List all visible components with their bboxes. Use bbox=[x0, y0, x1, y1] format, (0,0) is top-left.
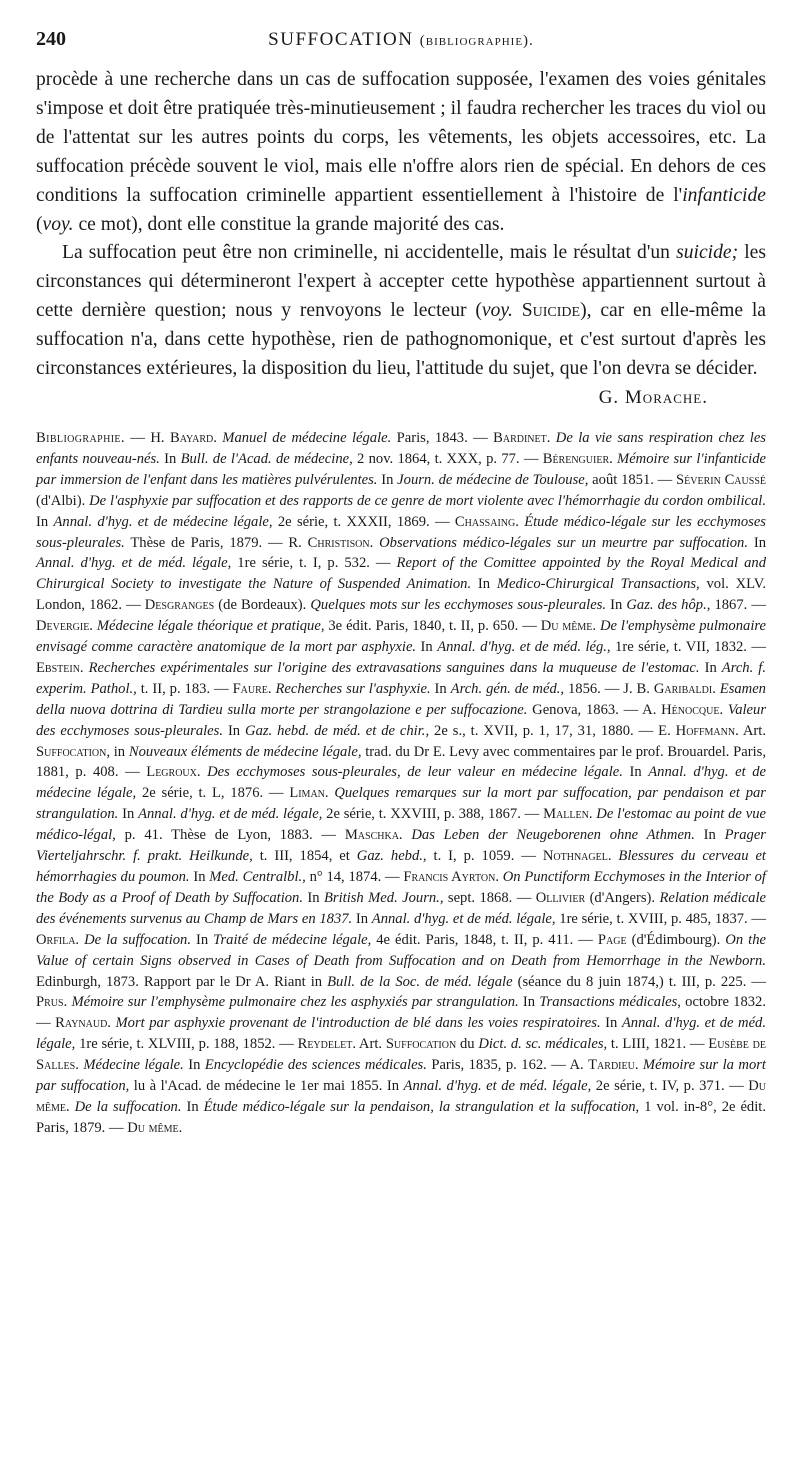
biblio-text: In bbox=[377, 471, 398, 488]
biblio-author: Hénocque. bbox=[661, 701, 724, 718]
biblio-text: In bbox=[416, 639, 438, 656]
biblio-author: Prus. bbox=[36, 994, 68, 1011]
biblio-author: Ebstein. bbox=[36, 659, 84, 676]
biblio-title: Annal. d'hyg. et de méd. légale, bbox=[371, 910, 556, 927]
italic-run: suicide; bbox=[676, 242, 739, 264]
biblio-author: Garibaldi. bbox=[653, 680, 716, 697]
biblio-title: Bull. de l'Acad. de médecine, bbox=[180, 450, 353, 467]
biblio-text: Edinburgh, 1873. Rapport par le Dr A. Riant in bbox=[36, 973, 328, 990]
biblio-text: In bbox=[694, 827, 725, 844]
biblio-text: (d'Albi). bbox=[36, 492, 90, 509]
biblio-title: Étude médico-légale sur la pendaison, la strangulation et la suffocation, bbox=[203, 1098, 640, 1115]
biblio-title: Gaz. hebd. de méd. et de chir., bbox=[245, 722, 430, 739]
running-head-subtitle: (bibliographie). bbox=[419, 33, 534, 49]
biblio-text: vol. XLV. London, 1862. — bbox=[36, 576, 766, 614]
biblio-text: lu à l'Acad. de médecine le 1er mai 1855. In bbox=[129, 1078, 404, 1095]
biblio-text: In bbox=[699, 659, 722, 676]
biblio-text: trad. du Dr E. Levy avec commentaires par le prof. Brouardel. Paris, 1881, p. 408. — bbox=[36, 743, 767, 781]
biblio-title: Relation médicale des événements survenus au Champ de Mars en 1837. bbox=[36, 889, 766, 927]
biblio-title: Esamen della nuova dottrina di Tardieu sulla morte per strangolazione e per suffocazione. bbox=[36, 680, 766, 718]
biblio-author: Raynaud. bbox=[55, 1015, 111, 1032]
bibliography-heading: Bibliographie. bbox=[36, 429, 125, 446]
biblio-text: In bbox=[189, 869, 210, 885]
biblio-title: De l'asphyxie par suffocation et des rapports de ce genre de mort violente avec l'hémorrhagie du cordon ombilical. bbox=[89, 492, 767, 509]
biblio-text: In bbox=[223, 722, 246, 739]
biblio-text: t. LIII, 1821. — bbox=[607, 1036, 709, 1053]
biblio-text: 1867. — bbox=[710, 597, 766, 614]
page-header bbox=[36, 28, 766, 62]
biblio-title: De l'estomac au point de vue médico-légal, bbox=[36, 806, 766, 844]
text-run: ), car en elle-même la suffocation n'a, dans cette hypothèse, rien de pathognomonique, et c'est surtout d'après les circonstances extérieures, la disposition du lieu, l'attitude du sujet, que l'on devra se décider. bbox=[36, 300, 767, 380]
biblio-title: Arch. f. experim. Pathol., bbox=[36, 659, 766, 697]
biblio-text: p. 41. Thèse de Lyon, 1883. — bbox=[115, 827, 345, 844]
biblio-text: In bbox=[159, 450, 181, 467]
biblio-author: Séverin Caussé bbox=[676, 471, 766, 488]
biblio-title: Mémoire sur l'emphysème pulmonaire chez les asphyxiés par strangulation. bbox=[67, 994, 519, 1011]
biblio-author: Nothnagel. bbox=[542, 848, 612, 865]
biblio-text: 1re série, t. I, p. 532. — bbox=[231, 555, 397, 572]
biblio-text: t. III, 1854, et bbox=[252, 848, 357, 865]
biblio-title: Des ecchymoses sous-pleurales, de leur valeur en médecine légale. bbox=[200, 764, 623, 781]
biblio-text: (d'Angers). bbox=[585, 889, 660, 906]
text-run: ( bbox=[36, 213, 43, 235]
biblio-text: In bbox=[606, 597, 627, 614]
biblio-author: Devergie. bbox=[36, 618, 93, 635]
biblio-text: In bbox=[748, 534, 766, 551]
biblio-title: Annal. d'hyg. et de méd. légale, bbox=[138, 806, 323, 823]
biblio-author: Bardinet. bbox=[493, 429, 551, 446]
bibliography bbox=[36, 428, 766, 1139]
biblio-author: Legroux. bbox=[146, 764, 201, 781]
biblio-author: Tardieu. bbox=[588, 1057, 639, 1074]
biblio-text: 1re série, t. XVIII, p. 485, 1837. — bbox=[555, 910, 766, 927]
text-run: les circonstances qui détermineront l'expert à accepter cette hypothèse appartiennent surtout à cette dernière question; nous y renvoyons le lecteur ( bbox=[36, 242, 766, 322]
biblio-title: Prager Vierteljahrschr. f. prakt. Heilkunde, bbox=[36, 827, 766, 865]
biblio-title: Gaz. hebd., bbox=[356, 848, 427, 865]
biblio-title: Médecine légale théorique et pratique, bbox=[92, 618, 325, 635]
biblio-text: In bbox=[181, 1098, 204, 1115]
biblio-text: 2e série, t. L, 1876. — bbox=[136, 785, 290, 802]
biblio-author: Suffocation bbox=[385, 1036, 457, 1053]
biblio-title: Mémoire sur la mort par suffocation, bbox=[36, 1057, 766, 1095]
biblio-text: 2e série, t. XXXII, 1869. — bbox=[272, 513, 455, 530]
biblio-text: Art. bbox=[738, 722, 766, 739]
biblio-text: 2 nov. 1864, t. XXX, p. 77. — bbox=[352, 450, 543, 467]
biblio-author: Suffocation, bbox=[36, 743, 110, 760]
biblio-title: Nouveaux éléments de médecine légale, bbox=[128, 743, 362, 760]
biblio-text: In bbox=[36, 513, 54, 530]
biblio-author: Du même. bbox=[127, 1119, 183, 1136]
italic-run: voy. bbox=[481, 300, 513, 322]
biblio-author: Maschka. bbox=[344, 827, 403, 844]
biblio-text: du bbox=[456, 1036, 479, 1053]
biblio-title: Blessures du cerveau et hémorrhagies du poumon. bbox=[36, 848, 766, 885]
biblio-text: — H. bbox=[124, 429, 170, 446]
biblio-text: 2e série, t. IV, p. 371. — bbox=[591, 1078, 749, 1095]
biblio-title: Transactions médicales, bbox=[539, 994, 681, 1011]
text-run: La suffocation peut être non criminelle, ni accidentelle, mais le résultat d'un bbox=[62, 242, 677, 264]
biblio-text: In bbox=[303, 889, 324, 906]
biblio-text: Paris, 1843. — bbox=[391, 429, 494, 446]
biblio-text: août 1851. — bbox=[588, 471, 677, 488]
biblio-title: On Punctiform Ecchymoses in the Interior of the Body as a Proof of Death by Suffocation. bbox=[36, 869, 766, 906]
biblio-author: Du même. bbox=[36, 1078, 767, 1115]
paragraph-1 bbox=[36, 66, 766, 239]
biblio-title: Annal. d'hyg. et de médecine légale, bbox=[36, 764, 766, 802]
biblio-title: Medico-Chirurgical Transactions, bbox=[496, 576, 700, 593]
biblio-title: Quelques remarques sur la mort par suffocation, par pendaison et par strangulation. bbox=[36, 785, 766, 823]
biblio-author: Christison. bbox=[307, 534, 374, 551]
biblio-title: Annal. d'hyg. et de méd. légale, bbox=[36, 555, 232, 572]
biblio-text: (séance du 8 juin 1874,) t. III, p. 225. — bbox=[512, 973, 766, 990]
italic-run: voy. bbox=[42, 213, 74, 235]
biblio-author: Desgranges bbox=[144, 597, 215, 614]
text-run: procède à une recherche dans un cas de suffocation supposée, l'examen des voies génitales s'impose et doit être pratiquée très-minutieusement ; il faudra rechercher les traces du viol ou de l'attentat sur les autres points du corps, les vêtements, les objets accessoires, etc. La suffocation précède souvent le viol, mais elle n'offre alors rien de spécial. En dehors de ces conditions la suffocation criminelle appartient essentiellement à l'histoire de l' bbox=[36, 69, 766, 206]
biblio-title: Annal. d'hyg. et de méd. légale, bbox=[403, 1078, 592, 1095]
biblio-text: Thèse de Paris, 1879. — R. bbox=[124, 534, 308, 551]
biblio-title: Valeur des ecchymoses sous-pleurales. bbox=[36, 701, 766, 739]
biblio-author: Bérenguier. bbox=[542, 450, 613, 467]
biblio-title: Arch. gén. de méd., bbox=[450, 680, 565, 697]
text-run bbox=[513, 300, 522, 321]
running-head bbox=[96, 29, 706, 51]
biblio-text: 4e édit. Paris, 1848, t. II, p. 411. — bbox=[371, 931, 598, 948]
biblio-text: In bbox=[352, 910, 372, 927]
biblio-text: In bbox=[183, 1057, 205, 1074]
biblio-text: t. II, p. 183. — bbox=[136, 680, 233, 697]
biblio-title: De la vie sans respiration chez les enfants nouveau-nés. bbox=[36, 429, 766, 467]
biblio-text: 2e s., t. XVII, p. 1, 17, 31, 1880. — E. bbox=[429, 722, 676, 739]
biblio-author: Bayard. bbox=[169, 429, 217, 446]
biblio-text: 2e série, t. XXVIII, p. 388, 1867. — bbox=[322, 806, 544, 823]
biblio-title: Médecine légale. bbox=[78, 1057, 184, 1074]
biblio-title: Journ. de médecine de Toulouse, bbox=[397, 471, 589, 488]
document-page bbox=[36, 28, 766, 1139]
biblio-author: Orfila. bbox=[36, 931, 80, 948]
biblio-title: Étude médico-légale sur les ecchymoses sous-pleurales. bbox=[36, 513, 766, 551]
paragraph-2 bbox=[36, 239, 766, 384]
biblio-text: 3e édit. Paris, 1840, t. II, p. 650. — bbox=[324, 618, 541, 635]
text-run: ce mot), dont elle constitue la grande majorité des cas. bbox=[73, 213, 505, 235]
biblio-text: Art. bbox=[355, 1036, 386, 1053]
biblio-text: in bbox=[110, 743, 129, 760]
biblio-title: De l'emphysème pulmonaire envisagé comme caractère anatomique de la mort par asphyxie. bbox=[36, 618, 766, 656]
biblio-text: 1 vol. in-8°, 2e édit. Paris, 1879. — bbox=[36, 1098, 766, 1136]
biblio-text: In bbox=[471, 576, 497, 593]
biblio-author: Francis Ayrton. bbox=[403, 869, 499, 885]
page-number: 240 bbox=[36, 28, 66, 50]
biblio-title: Report of the Comittee appointed by the Royal Medical and Chirurgical Society to investigate the Nature of Suspended Animation. bbox=[36, 555, 766, 593]
biblio-title: British Med. Journ., bbox=[324, 889, 444, 906]
biblio-title: Recherches expérimentales sur l'origine des extravasations sanguines dans la muqueuse de l'estomac. bbox=[83, 659, 700, 676]
biblio-text: (d'Édimbourg). bbox=[626, 931, 726, 948]
biblio-author: Faure. bbox=[232, 680, 272, 697]
biblio-title: Encyclopédie des sciences médicales. bbox=[204, 1057, 427, 1074]
biblio-text: 1re série, t. XLVIII, p. 188, 1852. — bbox=[75, 1036, 298, 1053]
biblio-author: Liman. bbox=[289, 785, 329, 802]
biblio-author: Reydelet. bbox=[297, 1036, 356, 1053]
biblio-text: In bbox=[622, 764, 649, 781]
biblio-title: Gaz. des hôp., bbox=[626, 597, 711, 614]
biblio-author: Eusèbe de Salles. bbox=[36, 1036, 766, 1074]
biblio-title: Das Leben der Neugeborenen ohne Athmen. bbox=[402, 827, 695, 844]
biblio-author: Chassaing. bbox=[454, 513, 519, 530]
biblio-text: sept. 1868. — bbox=[443, 889, 536, 906]
biblio-title: Bull. de la Soc. de méd. légale bbox=[327, 973, 513, 990]
biblio-text: (de Bordeaux). bbox=[214, 597, 311, 614]
biblio-text: octobre 1832. — bbox=[36, 994, 766, 1032]
biblio-title: Mémoire sur l'infanticide par immersion de l'enfant dans les matières pulvérulentes. bbox=[36, 450, 766, 488]
biblio-author: Ollivier bbox=[535, 889, 586, 906]
biblio-text: 1856. — J. B. bbox=[564, 680, 654, 697]
biblio-title: Med. Centralbl., bbox=[209, 869, 306, 885]
italic-run: infanticide bbox=[682, 184, 766, 206]
biblio-title: Dict. d. sc. médicales, bbox=[478, 1036, 608, 1053]
biblio-title: Annal. d'hyg. et de médecine légale, bbox=[53, 513, 273, 530]
biblio-title: Recherches sur l'asphyxie. bbox=[271, 680, 431, 697]
biblio-title: Annal. d'hyg. et de méd. légale, bbox=[36, 1015, 766, 1053]
biblio-text: n° 14, 1874. — bbox=[305, 869, 404, 885]
biblio-text: Genova, 1863. — A. bbox=[527, 701, 662, 718]
biblio-title: On the Value of certain Signs observed in Cases of Death from Suffocation and on Death from Hemorrhage in the Newborn. bbox=[36, 931, 766, 969]
biblio-title: Observations médico-légales sur un meurtre par suffocation. bbox=[373, 534, 748, 551]
biblio-text: In bbox=[430, 680, 451, 697]
biblio-author: Du même. bbox=[540, 618, 597, 635]
cross-reference: Suicide bbox=[521, 300, 581, 322]
biblio-title: Quelques mots sur les ecchymoses sous-pleurales. bbox=[310, 597, 607, 614]
biblio-text: In bbox=[518, 994, 540, 1011]
running-head-title: SUFFOCATION bbox=[268, 29, 414, 50]
biblio-author: Hoffmann. bbox=[675, 722, 739, 739]
biblio-title: De la suffocation. bbox=[69, 1098, 182, 1115]
biblio-text: Paris, 1835, p. 162. — A. bbox=[426, 1057, 589, 1074]
biblio-author: Mallen. bbox=[543, 806, 593, 823]
biblio-text: In bbox=[191, 931, 214, 948]
biblio-text: In bbox=[118, 806, 139, 823]
biblio-title: Traité de médecine légale, bbox=[213, 931, 372, 948]
biblio-text: 1re série, t. VII, 1832. — bbox=[610, 639, 766, 656]
author-signature: G. Morache. bbox=[598, 386, 708, 408]
biblio-author: Page bbox=[597, 931, 627, 948]
biblio-text: In bbox=[600, 1015, 622, 1032]
biblio-title: Annal. d'hyg. et de méd. lég., bbox=[437, 639, 611, 656]
biblio-title: Mort par asphyxie provenant de l'introduction de blé dans les voies respiratoires. bbox=[110, 1015, 601, 1032]
body-text bbox=[36, 66, 766, 384]
biblio-title: Manuel de médecine légale. bbox=[216, 429, 392, 446]
biblio-title: De la suffocation. bbox=[79, 931, 191, 948]
biblio-text: t. I, p. 1059. — bbox=[426, 848, 543, 865]
